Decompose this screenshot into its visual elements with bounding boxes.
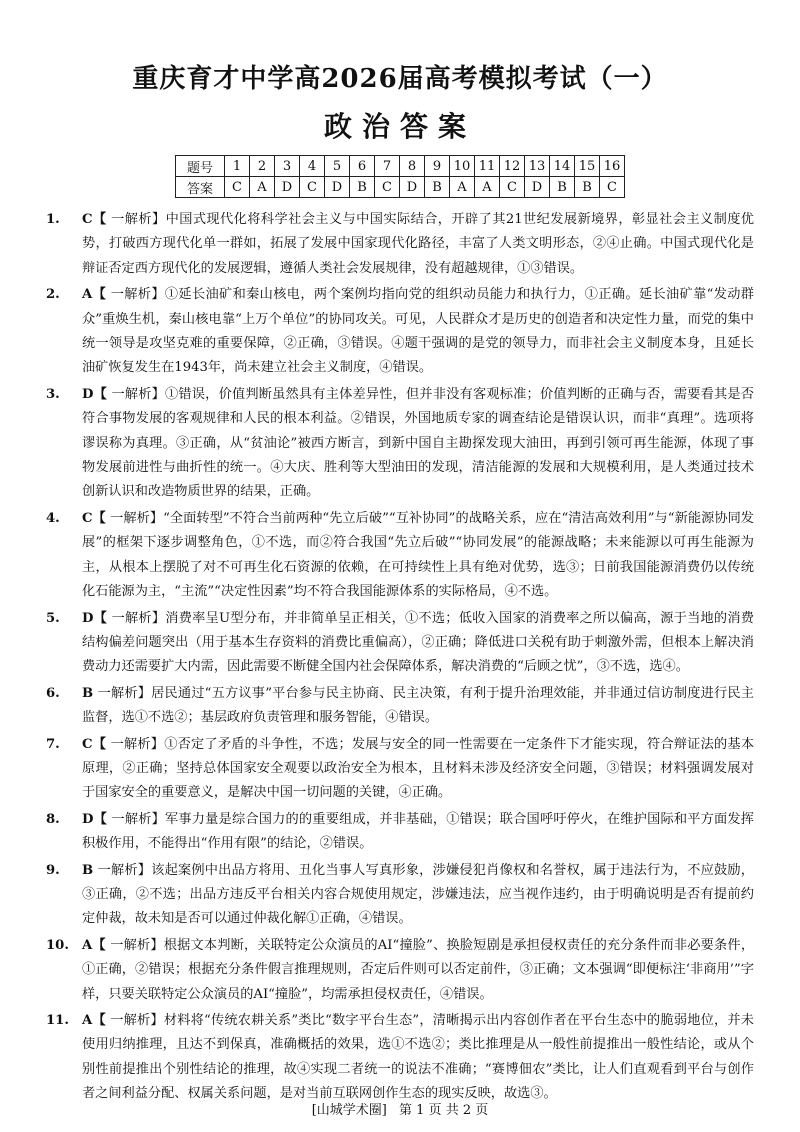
answer-cell: C [225, 177, 250, 198]
item-answer: D【 [82, 811, 108, 827]
item-explanation: 一解析】消费率呈U型分布，并非简单呈正相关，①不选；低收入国家的消费率之所以偏高，源于当地的消费结构偏差问题突出（用于基本生存资料的消费比重偏高），②正确；降低进口关税有助于刺激外需，但根本上解决消费动力还需要扩大内需，因此需要不断健全国内社会保障体系，解决消费的“后顾之忧”，③不选，选④。 [82, 610, 754, 675]
explanation-list [46, 208, 754, 1107]
item-number: 10. [46, 937, 69, 953]
item-body [82, 859, 754, 932]
item-explanation: 一解析】军事力量是综合国力的的重要组成，并非基础，①错误；联合国呼吁停火，在维护国际和平方面发挥积极作用，不能得出“作用有限”的结论，②错误。 [82, 811, 754, 852]
item-answer: C【 [82, 736, 107, 752]
item-body [82, 607, 754, 680]
page-footer [0, 1099, 800, 1118]
question-number: 7 [375, 156, 400, 177]
answer-row-label: 答案 [176, 177, 225, 198]
item-answer: A【 [82, 1013, 106, 1028]
explanation-item [46, 808, 754, 857]
item-body [82, 507, 754, 605]
answer-cell: C [500, 177, 525, 198]
explanation-item [46, 208, 754, 281]
answer-table [175, 155, 625, 198]
answer-table-answer-row [176, 177, 625, 198]
question-number: 6 [350, 156, 375, 177]
explanation-item [46, 733, 754, 806]
explanation-item [46, 507, 754, 605]
subject-title: 政治答案 [323, 110, 476, 143]
question-number: 1 [225, 156, 250, 177]
item-body [82, 934, 754, 1007]
item-number: 6. [46, 685, 60, 701]
question-number: 16 [600, 156, 625, 177]
answer-cell: B [550, 177, 575, 198]
item-number: 8. [46, 811, 60, 827]
footer-source: [山城学术圈] [311, 1103, 387, 1118]
explanation-item [46, 1009, 754, 1107]
question-number: 4 [300, 156, 325, 177]
item-body [82, 383, 754, 505]
item-body [82, 682, 754, 731]
question-number: 13 [525, 156, 550, 177]
item-explanation: 一解析】中国式现代化将科学社会主义与中国实际结合，开辟了其21世纪发展新境界，彰显社会主义制度优势，打破西方现代化单一群如，拓展了发展中国家现代化路径，丰富了人类文明形态，②④止确。中国式现代化是辩证否定西方现代化的发展逻辑，遵循人类社会发展规律，没有超越规律，①③错误。 [82, 212, 754, 276]
question-number: 15 [575, 156, 600, 177]
item-answer: A【 [82, 937, 106, 953]
answer-cell: C [600, 177, 625, 198]
item-number: 3. [46, 386, 60, 402]
item-explanation: 一解析】根据文本判断，关联特定公众演员的AI“撞脸”、换脸短剧是承担侵权责任的充分条件而非必要条件，①正确，②错误；根据充分条件假言推理规则，否定后件则可以否定前件，③正确；文本强调“即便标注‘非商用’”字样，只要关联特定公众演员的AI“撞脸”，均需承担侵权责任，④错误。 [82, 937, 754, 1002]
item-body [82, 1009, 754, 1107]
item-answer: B [82, 862, 94, 878]
item-explanation: 一解析】①延长油矿和秦山核电，两个案例均指向党的组织动员能力和执行力，①正确。延长油矿靠“发动群众”重焕生机，秦山核电靠“上万个单位”的协同攻关。可见，人民群众才是历史的创造者和决定性力量，而党的集中统一领导是攻坚克难的重要保障，②正确，③错误。④题干强调的是党的领导力，而非社会主义制度本身，且延长油矿恢复发生在1943年，尚未建立社会主义制度，④错误。 [82, 287, 754, 376]
footer-page-number: 第 1 页 共 2 页 [399, 1103, 489, 1118]
question-number: 3 [275, 156, 300, 177]
question-number: 8 [400, 156, 425, 177]
item-number: 7. [46, 736, 60, 752]
item-explanation: 一解析】材料将“传统农耕关系”类比“数字平台生态”，清晰揭示出内容创作者在平台生态中的脆弱地位，并未使用归纳推理，且达不到保真，准确概括的效果，选①不选②；类比推理是从一般性前提推出一般性结论，或从个别性前提推出个别性结论的推理，故④实现二者统一的说法不准确；“赛博佃农”类比，让人们直观看到平台与创作者之间利益分配、权属关系问题，是对当前互联网创作生态的现实反映，故选③。 [82, 1013, 754, 1102]
question-number: 14 [550, 156, 575, 177]
item-body [82, 808, 754, 857]
answer-cell: A [250, 177, 275, 198]
question-number: 12 [500, 156, 525, 177]
item-number: 1. [46, 212, 60, 227]
answer-cell: C [300, 177, 325, 198]
explanation-item [46, 383, 754, 505]
question-number: 5 [325, 156, 350, 177]
item-body [82, 283, 754, 381]
answer-cell: D [275, 177, 300, 198]
answer-cell: C [375, 177, 400, 198]
answer-cell: D [400, 177, 425, 198]
item-answer: D【 [82, 610, 108, 626]
item-body [82, 733, 754, 806]
explanation-item [46, 682, 754, 731]
item-explanation: 一解析】①否定了矛盾的斗争性，不选；发展与安全的同一性需要在一定条件下才能实现，符合辩证法的基本原理，②正确；坚持总体国家安全观要以政治安全为根本，且材料未涉及经济安全问题，③错误；材料强调发展对于国家安全的重要意义，是解决中国一切问题的关键，④正确。 [82, 736, 755, 801]
explanation-item [46, 934, 754, 1007]
item-number: 5. [46, 610, 60, 626]
answer-cell: B [425, 177, 450, 198]
item-answer: C【 [82, 510, 106, 526]
answer-table-number-row [176, 156, 625, 177]
question-number: 11 [475, 156, 500, 177]
question-number: 2 [250, 156, 275, 177]
item-answer: C【 [82, 212, 107, 227]
explanation-item [46, 859, 754, 932]
exam-title: 重庆育才中学高2026届高考模拟考试（一） [132, 64, 668, 94]
item-explanation: 一解析】“全面转型”不符合当前两种“先立后破”“互补协同”的战略关系，应在“清洁高效利用”与“新能源协同发展”的框架下逐步调整角色，①不选，而②符合我国“先立后破”“协同发展”的能源战略；未来能源以可再生能源为主，从根本上摆脱了对不可再生化石资源的依赖，在可持续性上具有绝对优势，选③；日前我国能源消费仍以传统化石能源为主，“主流”“决定性因素”均不符合我国能源体系的实际格局，④不选。 [82, 510, 754, 600]
item-explanation: 一解析】①错误，价值判断虽然具有主体差异性，但并非没有客观标准；价值判断的正确与否，需要看其是否符合事物发展的客观规律和人民的根本利益。②错误，外国地质专家的调查结论是错误认识，而非“真理”。选项将谬误称为真理。③正确，从“贫油论”被西方断言，到新中国自主勘探发现大油田，再到引领可再生能源，体现了事物发展前进性与曲折性的统一。④大庆、胜利等大型油田的发现，清洁能源的发展和大规模利用，是人类通过技术创新认识和改造物质世界的结果，正确。 [82, 386, 754, 500]
item-number: 9. [46, 862, 60, 878]
item-number: 2. [46, 287, 60, 303]
answer-cell: A [450, 177, 475, 198]
explanation-item [46, 607, 754, 680]
item-answer: B [82, 685, 94, 701]
question-number: 10 [450, 156, 475, 177]
item-number: 11. [46, 1013, 69, 1028]
item-answer: D【 [82, 386, 108, 402]
item-number: 4. [46, 510, 60, 526]
answer-cell: B [350, 177, 375, 198]
question-number: 9 [425, 156, 450, 177]
item-explanation: 一解析】该起案例中出品方将用、丑化当事人写真形象，涉嫌侵犯肖像权和名誉权，属于违法行为，不应鼓励，③正确，②不选；出品方违反平台相关内容合规使用规定，涉嫌违法，应当视作违约，由于明确说明是否有提前约定仲裁，故未知是否可以通过仲裁化解①正确，④错误。 [82, 862, 754, 927]
item-body [82, 208, 754, 281]
number-row-label: 题号 [176, 156, 225, 177]
answer-cell: B [575, 177, 600, 198]
answer-cell: D [325, 177, 350, 198]
item-explanation: 一解析】居民通过“五方议事”平台参与民主协商、民主决策，有利于提升治理效能，并非通过信访制度进行民主监督，选①不选②；基层政府负责管理和服务智能，④错误。 [82, 685, 754, 726]
answer-cell: D [525, 177, 550, 198]
answer-cell: A [475, 177, 500, 198]
item-answer: A【 [82, 287, 107, 303]
explanation-item [46, 283, 754, 381]
